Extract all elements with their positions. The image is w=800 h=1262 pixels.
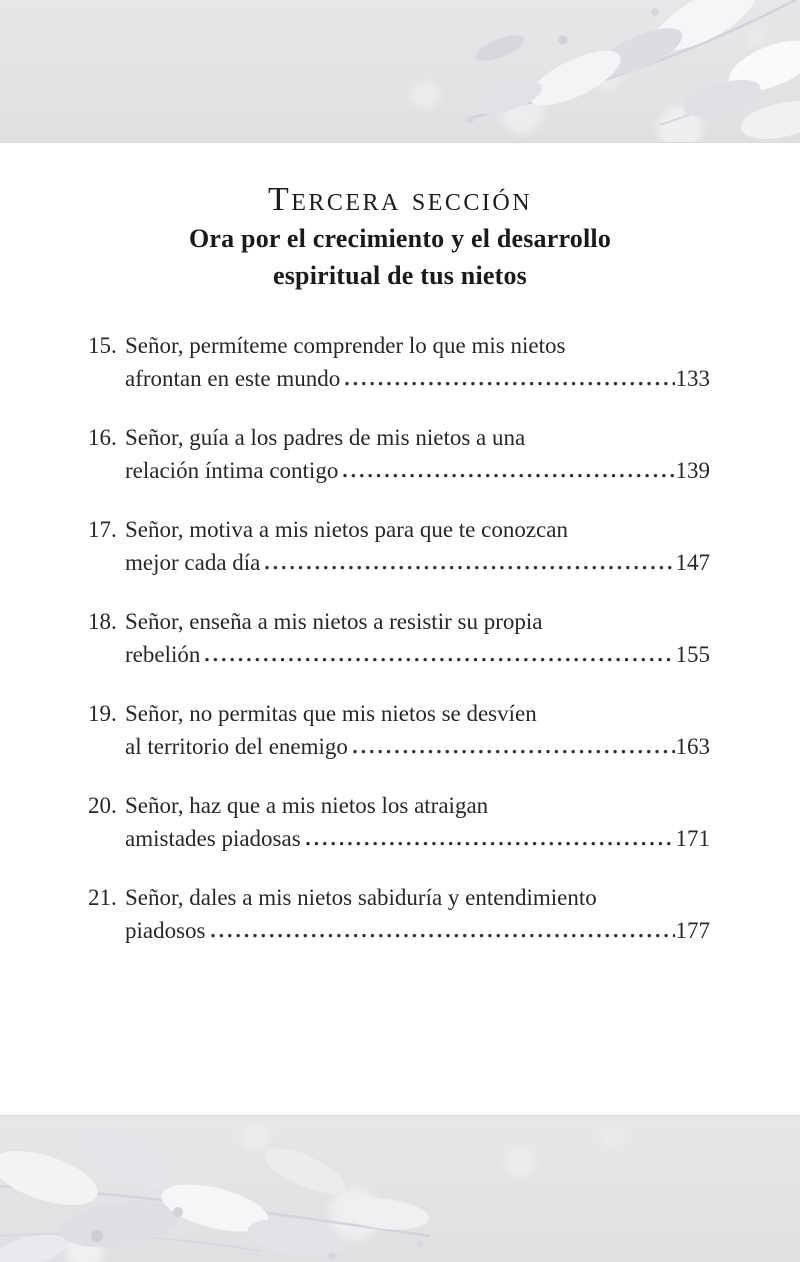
toc-entry: [88, 881, 710, 947]
dot-leader: [211, 933, 675, 938]
toc-entry-page-number: 177: [675, 918, 710, 943]
toc-entry-text: [125, 789, 710, 855]
toc-entry-page-number: 155: [675, 642, 710, 667]
toc-entry-page-number: 163: [675, 734, 710, 759]
toc-entry-number: 18.: [88, 609, 117, 634]
toc-entry-text: [125, 697, 710, 763]
section-title-line: espiritual de tus nietos: [273, 261, 527, 290]
toc-entry-title-line2: relación íntima contigo: [125, 458, 339, 483]
toc-entry-title-line2: piadosos: [125, 918, 206, 943]
toc-entry-title-line1: Señor, haz que a mis nietos los atraigan: [125, 793, 489, 818]
table-of-contents: [88, 329, 710, 947]
section-label: Tercera sección: [267, 181, 533, 218]
toc-entry-line2-row: [125, 546, 710, 579]
toc-entry-line2-row: [125, 730, 710, 763]
toc-entry-title-line1: Señor, motiva a mis nietos para que te conozcan: [125, 517, 568, 542]
toc-entry: [88, 329, 710, 395]
section-title-line: Ora por el crecimiento y el desarrollo: [188, 224, 612, 253]
toc-entry: [88, 513, 710, 579]
toc-entry-line2-row: [125, 362, 710, 395]
toc-entry-title-line2: amistades piadosas: [125, 826, 301, 851]
toc-entry-title-line1: Señor, enseña a mis nietos a resistir su propia: [125, 609, 543, 634]
dot-leader: [345, 381, 674, 386]
dot-leader: [343, 473, 674, 478]
toc-entry-text: [125, 881, 710, 947]
section-header: [0, 180, 800, 294]
toc-entry-text: [125, 329, 710, 395]
toc-entry-page-number: 171: [675, 826, 710, 851]
toc-entry: [88, 421, 710, 487]
book-page: [0, 143, 800, 1115]
toc-entry-number: 19.: [88, 701, 117, 726]
toc-entry-text: [125, 421, 710, 487]
leaf-ornament-bottom-left: [0, 1116, 800, 1262]
bottom-decorative-band: [0, 1115, 800, 1262]
toc-entry-number: 20.: [88, 793, 117, 818]
toc-entry-page-number: 147: [675, 550, 710, 575]
toc-entry-title-line2: mejor cada día: [125, 550, 261, 575]
toc-entry-title-line1: Señor, dales a mis nietos sabiduría y entendimiento: [125, 885, 597, 910]
dot-leader: [265, 565, 674, 570]
toc-entry-title-line1: Señor, no permitas que mis nietos se desvíen: [125, 701, 537, 726]
toc-entry-title-line2: al territorio del enemigo: [125, 734, 348, 759]
top-decorative-band: [0, 0, 800, 143]
toc-entry-line2-row: [125, 454, 710, 487]
toc-entry: [88, 697, 710, 763]
toc-entry: [88, 605, 710, 671]
toc-entry-text: [125, 605, 710, 671]
leaf-ornament-top-right: [0, 0, 800, 142]
toc-entry-text: [125, 513, 710, 579]
toc-entry-number: 21.: [88, 885, 117, 910]
dot-leader: [306, 841, 675, 846]
toc-entry-line2-row: [125, 914, 710, 947]
toc-entry-line2-row: [125, 822, 710, 855]
toc-entry-title-line1: Señor, guía a los padres de mis nietos a una: [125, 425, 526, 450]
toc-entry-title-line2: afrontan en este mundo: [125, 366, 341, 391]
toc-entry-title-line1: Señor, permíteme comprender lo que mis nietos: [125, 333, 566, 358]
dot-leader: [205, 657, 674, 662]
toc-entry-line2-row: [125, 638, 710, 671]
toc-entry-number: 15.: [88, 333, 117, 358]
dot-leader: [353, 749, 675, 754]
toc-entry-page-number: 139: [675, 458, 710, 483]
toc-entry-title-line2: rebelión: [125, 642, 201, 667]
toc-entry-number: 16.: [88, 425, 117, 450]
toc-entry: [88, 789, 710, 855]
section-title: [0, 220, 800, 294]
toc-entry-number: 17.: [88, 517, 117, 542]
toc-entry-page-number: 133: [675, 366, 710, 391]
